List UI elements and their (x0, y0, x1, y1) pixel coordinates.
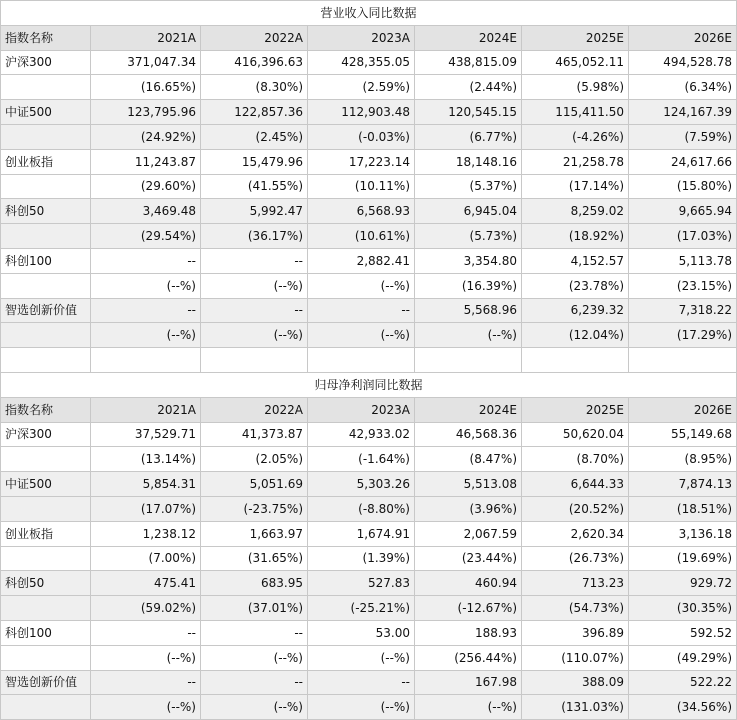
growth-cell: (8.95%) (629, 447, 737, 472)
value-cell: 713.23 (522, 571, 629, 596)
value-cell: 37,529.71 (91, 422, 201, 447)
value-cell: 475.41 (91, 571, 201, 596)
value-cell: 6,644.33 (522, 472, 629, 497)
value-row (1, 571, 737, 596)
growth-cell: (-25.21%) (308, 596, 415, 621)
value-cell: -- (201, 670, 308, 695)
header-year: 2023A (308, 25, 415, 50)
section-title: 营业收入同比数据 (1, 1, 737, 26)
value-cell: -- (201, 248, 308, 273)
growth-label-cell (1, 273, 91, 298)
growth-cell: (59.02%) (91, 596, 201, 621)
growth-row (1, 323, 737, 348)
sheet-body (1, 1, 737, 720)
growth-label-cell (1, 496, 91, 521)
index-name: 沪深300 (1, 422, 91, 447)
index-name: 科创100 (1, 248, 91, 273)
growth-cell: (19.69%) (629, 546, 737, 571)
growth-cell: (8.70%) (522, 447, 629, 472)
index-name: 创业板指 (1, 149, 91, 174)
value-row (1, 620, 737, 645)
growth-row (1, 124, 737, 149)
growth-cell: (-1.64%) (308, 447, 415, 472)
growth-cell: (-0.03%) (308, 124, 415, 149)
growth-cell: (23.44%) (415, 546, 522, 571)
growth-cell: (15.80%) (629, 174, 737, 199)
growth-label-cell (1, 447, 91, 472)
value-row (1, 50, 737, 75)
value-cell: 522.22 (629, 670, 737, 695)
value-cell: 2,882.41 (308, 248, 415, 273)
value-cell: 115,411.50 (522, 100, 629, 125)
value-cell: 428,355.05 (308, 50, 415, 75)
growth-row (1, 546, 737, 571)
growth-row (1, 596, 737, 621)
section-title: 归母净利润同比数据 (1, 372, 737, 397)
value-cell: 2,067.59 (415, 521, 522, 546)
index-name: 创业板指 (1, 521, 91, 546)
growth-cell: (2.59%) (308, 75, 415, 100)
value-cell: 11,243.87 (91, 149, 201, 174)
growth-cell: (--%) (415, 695, 522, 720)
value-cell: 18,148.16 (415, 149, 522, 174)
growth-cell: (5.37%) (415, 174, 522, 199)
value-cell: 416,396.63 (201, 50, 308, 75)
value-cell: 6,945.04 (415, 199, 522, 224)
header-index-name: 指数名称 (1, 397, 91, 422)
value-cell: 3,136.18 (629, 521, 737, 546)
value-cell: -- (91, 620, 201, 645)
growth-cell: (7.00%) (91, 546, 201, 571)
growth-cell: (30.35%) (629, 596, 737, 621)
value-cell: 5,513.08 (415, 472, 522, 497)
growth-cell: (--%) (201, 323, 308, 348)
index-name: 科创100 (1, 620, 91, 645)
value-cell: 41,373.87 (201, 422, 308, 447)
growth-cell: (--%) (201, 645, 308, 670)
growth-cell: (5.73%) (415, 224, 522, 249)
value-cell: -- (91, 670, 201, 695)
index-name: 中证500 (1, 100, 91, 125)
value-cell: 494,528.78 (629, 50, 737, 75)
value-cell: 592.52 (629, 620, 737, 645)
value-cell: -- (201, 620, 308, 645)
blank-cell (1, 348, 91, 373)
growth-label-cell (1, 174, 91, 199)
growth-cell: (--%) (201, 273, 308, 298)
growth-cell: (--%) (415, 323, 522, 348)
growth-label-cell (1, 596, 91, 621)
header-year: 2023A (308, 397, 415, 422)
index-name: 智选创新价值 (1, 670, 91, 695)
value-cell: -- (91, 298, 201, 323)
value-cell: 396.89 (522, 620, 629, 645)
value-cell: 15,479.96 (201, 149, 308, 174)
value-cell: -- (91, 248, 201, 273)
growth-row (1, 174, 737, 199)
growth-cell: (24.92%) (91, 124, 201, 149)
value-cell: 124,167.39 (629, 100, 737, 125)
value-cell: 1,663.97 (201, 521, 308, 546)
value-cell: 9,665.94 (629, 199, 737, 224)
growth-cell: (-12.67%) (415, 596, 522, 621)
header-row (1, 25, 737, 50)
growth-cell: (17.03%) (629, 224, 737, 249)
value-cell: 4,152.57 (522, 248, 629, 273)
growth-cell: (-8.80%) (308, 496, 415, 521)
growth-cell: (29.54%) (91, 224, 201, 249)
growth-cell: (2.45%) (201, 124, 308, 149)
growth-cell: (131.03%) (522, 695, 629, 720)
growth-cell: (13.14%) (91, 447, 201, 472)
growth-cell: (--%) (308, 645, 415, 670)
value-cell: 6,239.32 (522, 298, 629, 323)
value-cell: 6,568.93 (308, 199, 415, 224)
value-cell: -- (201, 298, 308, 323)
growth-label-cell (1, 695, 91, 720)
value-cell: 5,051.69 (201, 472, 308, 497)
header-year: 2026E (629, 25, 737, 50)
growth-cell: (17.14%) (522, 174, 629, 199)
value-cell: 167.98 (415, 670, 522, 695)
growth-cell: (256.44%) (415, 645, 522, 670)
value-cell: 188.93 (415, 620, 522, 645)
value-cell: 3,469.48 (91, 199, 201, 224)
growth-cell: (-23.75%) (201, 496, 308, 521)
value-cell: 55,149.68 (629, 422, 737, 447)
growth-label-cell (1, 224, 91, 249)
header-year: 2025E (522, 25, 629, 50)
value-cell: 683.95 (201, 571, 308, 596)
value-cell: 438,815.09 (415, 50, 522, 75)
value-row (1, 521, 737, 546)
growth-cell: (18.51%) (629, 496, 737, 521)
blank-cell (308, 348, 415, 373)
value-row (1, 472, 737, 497)
growth-cell: (23.78%) (522, 273, 629, 298)
index-name: 科创50 (1, 571, 91, 596)
growth-row (1, 224, 737, 249)
growth-cell: (--%) (91, 273, 201, 298)
value-cell: 929.72 (629, 571, 737, 596)
value-cell: 465,052.11 (522, 50, 629, 75)
growth-cell: (16.65%) (91, 75, 201, 100)
growth-cell: (17.29%) (629, 323, 737, 348)
growth-cell: (--%) (91, 645, 201, 670)
header-year: 2022A (201, 397, 308, 422)
index-name: 中证500 (1, 472, 91, 497)
value-cell: 1,674.91 (308, 521, 415, 546)
growth-cell: (16.39%) (415, 273, 522, 298)
growth-cell: (10.11%) (308, 174, 415, 199)
growth-cell: (2.05%) (201, 447, 308, 472)
value-cell: -- (308, 298, 415, 323)
growth-label-cell (1, 323, 91, 348)
value-cell: 2,620.34 (522, 521, 629, 546)
growth-cell: (12.04%) (522, 323, 629, 348)
value-cell: 17,223.14 (308, 149, 415, 174)
growth-cell: (7.59%) (629, 124, 737, 149)
blank-cell (415, 348, 522, 373)
growth-cell: (6.77%) (415, 124, 522, 149)
section-title-row (1, 372, 737, 397)
value-row (1, 248, 737, 273)
growth-row (1, 447, 737, 472)
section-title-row (1, 1, 737, 26)
growth-row (1, 695, 737, 720)
index-name: 科创50 (1, 199, 91, 224)
growth-cell: (2.44%) (415, 75, 522, 100)
blank-cell (91, 348, 201, 373)
value-cell: 46,568.36 (415, 422, 522, 447)
growth-label-cell (1, 124, 91, 149)
value-cell: 5,113.78 (629, 248, 737, 273)
value-row (1, 422, 737, 447)
growth-cell: (41.55%) (201, 174, 308, 199)
growth-cell: (8.30%) (201, 75, 308, 100)
value-cell: 1,238.12 (91, 521, 201, 546)
header-year: 2025E (522, 397, 629, 422)
header-year: 2022A (201, 25, 308, 50)
value-cell: 42,933.02 (308, 422, 415, 447)
blank-cell (629, 348, 737, 373)
header-year: 2021A (91, 397, 201, 422)
value-cell: 371,047.34 (91, 50, 201, 75)
value-cell: -- (308, 670, 415, 695)
header-year: 2024E (415, 397, 522, 422)
value-row (1, 298, 737, 323)
blank-row (1, 348, 737, 373)
growth-cell: (49.29%) (629, 645, 737, 670)
growth-row (1, 496, 737, 521)
value-row (1, 100, 737, 125)
value-cell: 53.00 (308, 620, 415, 645)
growth-row (1, 645, 737, 670)
value-cell: 388.09 (522, 670, 629, 695)
growth-cell: (37.01%) (201, 596, 308, 621)
header-year: 2021A (91, 25, 201, 50)
growth-cell: (34.56%) (629, 695, 737, 720)
index-name: 智选创新价值 (1, 298, 91, 323)
value-cell: 5,303.26 (308, 472, 415, 497)
growth-cell: (10.61%) (308, 224, 415, 249)
value-cell: 7,318.22 (629, 298, 737, 323)
value-row (1, 149, 737, 174)
growth-cell: (17.07%) (91, 496, 201, 521)
growth-label-cell (1, 75, 91, 100)
growth-cell: (--%) (91, 695, 201, 720)
value-cell: 24,617.66 (629, 149, 737, 174)
growth-cell: (8.47%) (415, 447, 522, 472)
value-cell: 8,259.02 (522, 199, 629, 224)
value-cell: 112,903.48 (308, 100, 415, 125)
growth-row (1, 75, 737, 100)
growth-row (1, 273, 737, 298)
growth-label-cell (1, 645, 91, 670)
growth-cell: (29.60%) (91, 174, 201, 199)
value-cell: 5,568.96 (415, 298, 522, 323)
value-cell: 5,992.47 (201, 199, 308, 224)
value-row (1, 199, 737, 224)
growth-cell: (36.17%) (201, 224, 308, 249)
growth-cell: (18.92%) (522, 224, 629, 249)
growth-cell: (20.52%) (522, 496, 629, 521)
growth-cell: (--%) (91, 323, 201, 348)
blank-cell (522, 348, 629, 373)
header-row (1, 397, 737, 422)
growth-cell: (--%) (201, 695, 308, 720)
header-year: 2026E (629, 397, 737, 422)
growth-cell: (6.34%) (629, 75, 737, 100)
header-year: 2024E (415, 25, 522, 50)
value-cell: 3,354.80 (415, 248, 522, 273)
growth-cell: (1.39%) (308, 546, 415, 571)
growth-cell: (--%) (308, 695, 415, 720)
growth-cell: (110.07%) (522, 645, 629, 670)
value-cell: 122,857.36 (201, 100, 308, 125)
value-cell: 123,795.96 (91, 100, 201, 125)
growth-cell: (--%) (308, 273, 415, 298)
growth-label-cell (1, 546, 91, 571)
growth-cell: (--%) (308, 323, 415, 348)
value-row (1, 670, 737, 695)
blank-cell (201, 348, 308, 373)
header-index-name: 指数名称 (1, 25, 91, 50)
value-cell: 21,258.78 (522, 149, 629, 174)
index-name: 沪深300 (1, 50, 91, 75)
growth-cell: (5.98%) (522, 75, 629, 100)
growth-cell: (26.73%) (522, 546, 629, 571)
value-cell: 7,874.13 (629, 472, 737, 497)
value-cell: 460.94 (415, 571, 522, 596)
growth-cell: (23.15%) (629, 273, 737, 298)
value-cell: 5,854.31 (91, 472, 201, 497)
growth-cell: (31.65%) (201, 546, 308, 571)
growth-cell: (3.96%) (415, 496, 522, 521)
value-cell: 50,620.04 (522, 422, 629, 447)
growth-cell: (54.73%) (522, 596, 629, 621)
value-cell: 120,545.15 (415, 100, 522, 125)
value-cell: 527.83 (308, 571, 415, 596)
growth-cell: (-4.26%) (522, 124, 629, 149)
